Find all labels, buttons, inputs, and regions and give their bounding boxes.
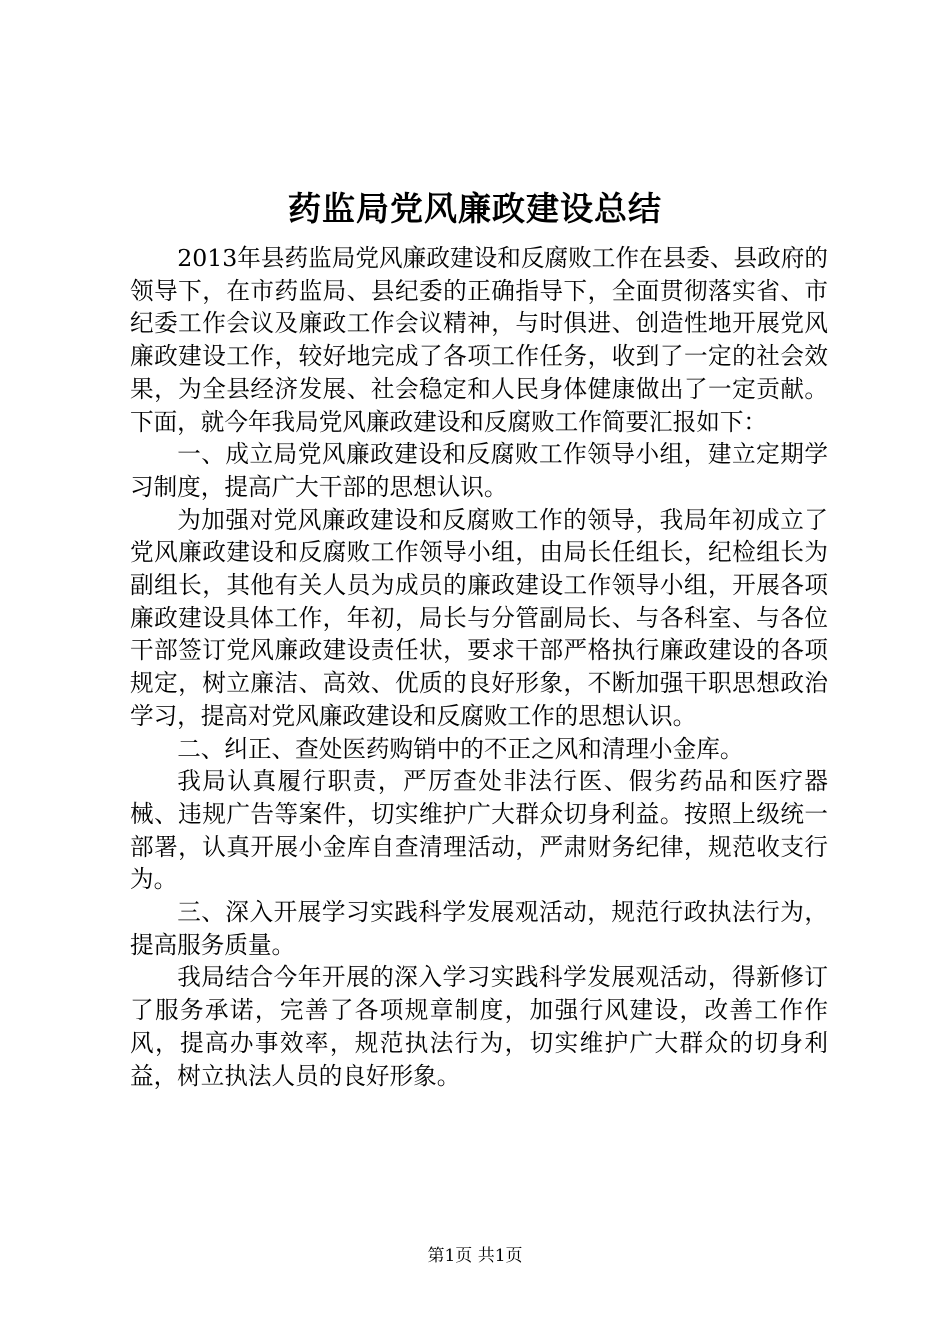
paragraph-section-3: 我局结合今年开展的深入学习实践科学发展观活动，得新修订了服务承诺，完善了各项规章制度，加强行风建设，改善工作作风，提高办事效率，规范执法行为，切实维护广大群众的切身利益，树立执法人员的良好形象。 (130, 963, 828, 1090)
paragraph-intro: 2013年县药监局党风廉政建设和反腐败工作在县委、县政府的领导下，在市药监局、县纪委的正确指导下，全面贯彻落实省、市纪委工作会议及廉政工作会议精神，与时俱进、创造性地开展党风廉政建设工作，较好地完成了各项工作任务，收到了一定的社会效果，为全县经济发展、社会稳定和人民身体健康做出了一定贡献。下面，就今年我局党风廉政建设和反腐败工作简要汇报如下： (130, 244, 828, 436)
section-heading-3: 三、深入开展学习实践科学发展观活动，规范行政执法行为，提高服务质量。 (130, 898, 828, 959)
document-body (130, 242, 828, 1092)
document-title: 药监局党风廉政建设总结 (288, 189, 662, 228)
paragraph-section-2: 我局认真履行职责，严厉查处非法行医、假劣药品和医疗器械、违规广告等案件，切实维护广大群众切身利益。按照上级统一部署，认真开展小金库自查清理活动，严肃财务纪律，规范收支行为。 (130, 767, 828, 894)
section-heading-2: 二、纠正、查处医药购销中的不正之风和清理小金库。 (177, 734, 744, 763)
page-number-footer: 第1页 共1页 (427, 1246, 523, 1266)
section-heading-1: 一、成立局党风廉政建设和反腐败工作领导小组，建立定期学习制度，提高广大干部的思想认识。 (130, 440, 828, 501)
paragraph-section-1: 为加强对党风廉政建设和反腐败工作的领导，我局年初成立了党风廉政建设和反腐败工作领导小组，由局长任组长，纪检组长为副组长，其他有关人员为成员的廉政建设工作领导小组，开展各项廉政建设具体工作，年初，局长与分管副局长、与各科室、与各位干部签订党风廉政建设责任状，要求干部严格执行廉政建设的各项规定，树立廉洁、高效、优质的良好形象，不断加强干职思想政治学习，提高对党风廉政建设和反腐败工作的思想认识。 (130, 505, 828, 730)
